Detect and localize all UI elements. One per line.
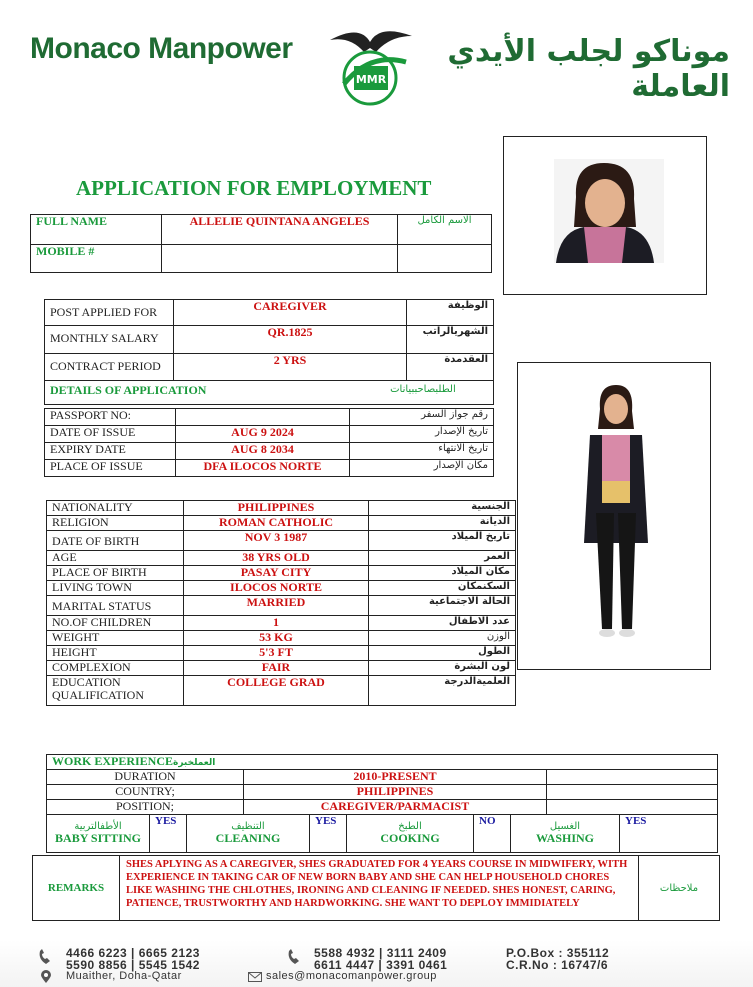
details-arabic: الطلبصاحببيانات <box>353 381 494 405</box>
passport-no-value <box>176 409 350 426</box>
skill-arabic: الأطفالتربية <box>74 821 122 833</box>
work-experience-table <box>46 754 718 815</box>
info-arabic: العلميةالدرجة <box>369 676 516 706</box>
full-name-value: ALLELIE QUINTANA ANGELES <box>162 215 398 245</box>
skill-cell <box>511 815 620 853</box>
info-label: NATIONALITY <box>47 501 184 516</box>
info-arabic: الطول <box>369 646 516 661</box>
email-icon <box>248 972 262 982</box>
skill-label: BABY SITTING <box>55 831 141 846</box>
skill-cell <box>47 815 150 853</box>
footer-phone-4: 6611 4447 | 3391 0461 <box>314 958 448 972</box>
contract-value: 2 YRS <box>174 354 407 381</box>
issue-date-label: DATE OF ISSUE <box>45 426 176 443</box>
phone-icon <box>36 947 58 967</box>
expiry-date-arabic: تاريخ الانتهاء <box>350 443 494 460</box>
mobile-arabic-cell <box>398 245 492 273</box>
post-label: POST APPLIED FOR <box>45 300 174 326</box>
logo-text: MMR <box>355 73 387 86</box>
footer-cr-no: C.R.No : 16747/6 <box>506 958 609 972</box>
info-arabic: الوزن <box>369 631 516 646</box>
issue-date-value: AUG 9 2024 <box>176 426 350 443</box>
mobile-value <box>162 245 398 273</box>
place-of-issue-label: PLACE OF ISSUE <box>45 460 176 477</box>
info-arabic: العمر <box>369 551 516 566</box>
work-row-extra <box>547 785 718 800</box>
work-row-value: CAREGIVER/PARMACIST <box>244 800 547 815</box>
info-value: ROMAN CATHOLIC <box>184 516 369 531</box>
portrait-photo <box>503 136 707 295</box>
page-title: APPLICATION FOR EMPLOYMENT <box>76 176 432 200</box>
issue-date-arabic: تاريخ الإصدار <box>350 426 494 443</box>
remarks-label: REMARKS <box>33 856 120 921</box>
info-arabic: الجنسية <box>369 501 516 516</box>
info-label: HEIGHT <box>47 646 184 661</box>
skill-label: CLEANING <box>215 831 281 846</box>
mobile-label: MOBILE # <box>31 245 162 273</box>
post-table <box>44 299 494 381</box>
brand-name-arabic: موناكو لجلب الأيدي العاملة <box>447 34 730 104</box>
info-label: NO.OF CHILDREN <box>47 616 184 631</box>
place-of-issue-arabic: مكان الإصدار <box>350 460 494 477</box>
passport-no-arabic: رقم جواز السفر <box>350 409 494 426</box>
info-value: PASAY CITY <box>184 566 369 581</box>
info-label: PLACE OF BIRTH <box>47 566 184 581</box>
phone-icon <box>285 947 307 967</box>
info-label: DATE OF BIRTH <box>47 531 184 551</box>
work-heading-arabic: العملخبرة <box>173 758 216 768</box>
skill-arabic: الغسيل <box>549 821 581 833</box>
skill-arabic: التنظيف <box>231 821 265 833</box>
passport-no-label: PASSPORT NO: <box>45 409 176 426</box>
salary-arabic: الشهريالراتب <box>407 326 494 354</box>
contract-label: CONTRACT PERIOD <box>45 354 174 381</box>
info-arabic: الديانة <box>369 516 516 531</box>
work-row-label: COUNTRY; <box>47 785 244 800</box>
info-value: 38 YRS OLD <box>184 551 369 566</box>
name-table <box>30 214 492 273</box>
skill-cell <box>187 815 310 853</box>
details-header <box>44 380 494 405</box>
info-value: NOV 3 1987 <box>184 531 369 551</box>
full-name-arabic: الاسم الكامل <box>398 215 492 245</box>
info-value: ILOCOS NORTE <box>184 581 369 596</box>
salary-value: QR.1825 <box>174 326 407 354</box>
work-heading <box>47 755 718 770</box>
skill-cell <box>347 815 474 853</box>
post-value: CAREGIVER <box>174 300 407 326</box>
info-label: MARITAL STATUS <box>47 596 184 616</box>
skill-answer: YES <box>150 815 187 853</box>
work-row-label: DURATION <box>47 770 244 785</box>
skill-label: COOKING <box>380 831 440 846</box>
footer-phone-1: 4466 6223 | 6665 2123 <box>66 946 200 960</box>
info-value: COLLEGE GRAD <box>184 676 369 706</box>
info-label: AGE <box>47 551 184 566</box>
post-arabic: الوظيفة <box>407 300 494 326</box>
info-arabic: مكان الميلاد <box>369 566 516 581</box>
remarks-text: SHES APLYING AS A CAREGIVER, SHES GRADUATED FOR 4 YEARS COURSE IN MIDWIFERY, WITH EXPERIENCE IN TAKING CAR OF NEW BORN BABY AND SHE CAN HELP HOUSEHOLD CHORES LIKE WASHING THE CHLOTHES, IRONING AND CLEANING IF NEEDED. SHES HONEST, CARING, PATIENCE, TRUSTWORTHY AND HARDWORKING. SHE WANT TO DEPLOY IMMIDIATELY <box>120 856 639 921</box>
info-value: PHILIPPINES <box>184 501 369 516</box>
info-arabic: تاريخ الميلاد <box>369 531 516 551</box>
info-arabic: السكنمكان <box>369 581 516 596</box>
contract-arabic: العقدمدة <box>407 354 494 381</box>
info-label: RELIGION <box>47 516 184 531</box>
footer-phone-3: 5588 4932 | 3111 2409 <box>314 946 447 960</box>
info-label: WEIGHT <box>47 631 184 646</box>
footer-phone-2: 5590 8856 | 5545 1542 <box>66 958 200 972</box>
remarks-arabic: ملاحظات <box>639 856 720 921</box>
info-value: 5'3 FT <box>184 646 369 661</box>
place-of-issue-value: DFA ILOCOS NORTE <box>176 460 350 477</box>
footer-address: Muaither, Doha-Qatar <box>66 970 182 982</box>
salary-label: MONTHLY SALARY <box>45 326 174 354</box>
work-row-label: POSITION; <box>47 800 244 815</box>
info-value: FAIR <box>184 661 369 676</box>
details-label: DETAILS OF APPLICATION <box>45 381 353 405</box>
brand-name-english: Monaco Manpower <box>30 32 293 65</box>
work-row-extra <box>547 800 718 815</box>
footer-po-box: P.O.Box : 355112 <box>506 946 610 960</box>
work-row-extra <box>547 770 718 785</box>
work-row-value: 2010-PRESENT <box>244 770 547 785</box>
expiry-date-label: EXPIRY DATE <box>45 443 176 460</box>
expiry-date-value: AUG 8 2034 <box>176 443 350 460</box>
info-label: EDUCATION QUALIFICATION <box>47 676 184 706</box>
full-body-photo <box>517 362 711 670</box>
info-arabic: عدد الاطفال <box>369 616 516 631</box>
info-label: LIVING TOWN <box>47 581 184 596</box>
info-label: COMPLEXION <box>47 661 184 676</box>
info-arabic: الحالة الاجتماعية <box>369 596 516 616</box>
skills-table <box>46 814 718 853</box>
full-body-person-icon <box>518 363 710 669</box>
work-row-value: PHILIPPINES <box>244 785 547 800</box>
info-value: 1 <box>184 616 369 631</box>
skill-answer: YES <box>310 815 347 853</box>
skill-answer: NO <box>474 815 511 853</box>
skill-label: WASHING <box>535 831 594 846</box>
info-value: 53 KG <box>184 631 369 646</box>
portrait-person-icon <box>504 137 706 294</box>
info-arabic: لون البشرة <box>369 661 516 676</box>
info-value: MARRIED <box>184 596 369 616</box>
personal-info-table <box>46 500 516 706</box>
skill-arabic: الطبخ <box>398 821 422 833</box>
footer-email[interactable]: sales@monacomanpower.group <box>266 970 437 982</box>
location-pin-icon <box>40 970 52 984</box>
remarks-table <box>32 855 720 921</box>
company-logo <box>320 22 420 108</box>
work-heading-label: WORK EXPERIENCE <box>52 754 174 768</box>
skill-answer: YES <box>620 815 718 853</box>
full-name-label: FULL NAME <box>31 215 162 245</box>
passport-table <box>44 408 494 477</box>
